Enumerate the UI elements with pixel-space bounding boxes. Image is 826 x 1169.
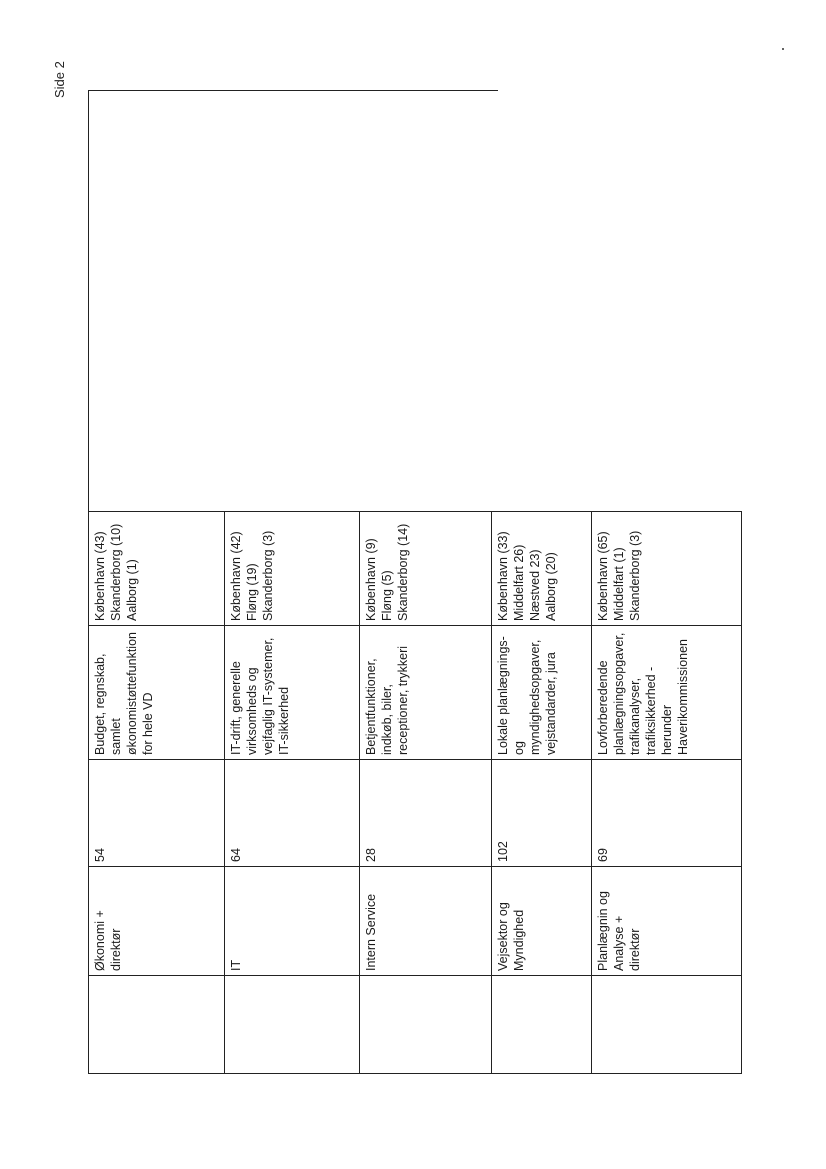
staff-distribution-table: [88, 511, 742, 1074]
cell-unit: Planlægnin og Analyse + direktør: [592, 867, 742, 976]
empty-cell: [360, 976, 492, 1074]
cell-tasks: Lovforberedende planlægningsopgaver, trafikanalyser, trafiksikkerhed - herunder Haverikommissionen: [592, 626, 742, 760]
cell-tasks: Budget, regnskab, samlet økonomistøttefunktion for hele VD: [89, 626, 225, 760]
cell-tasks: IT-drift, generelle virksomheds og vejfaglig IT-systemer, IT-sikkerhed: [225, 626, 360, 760]
cell-tasks: Betjentfunktioner, indkøb, biler, receptioner, trykkeri: [360, 626, 492, 760]
cell-tasks: Lokale planlægnings- og myndighedsopgaver, vejstandarder, jura: [492, 626, 592, 760]
table-row: [225, 512, 360, 1074]
cell-locations: København (43) Skanderborg (10) Aalborg (1): [89, 512, 225, 626]
page-number: Side 2: [52, 61, 67, 98]
empty-cell: [492, 976, 592, 1074]
cell-count: 28: [360, 760, 492, 867]
empty-cell: [89, 976, 225, 1074]
table-row: [360, 512, 492, 1074]
cell-unit: Intern Service: [360, 867, 492, 976]
cell-unit: Vejsektor og Myndighed: [492, 867, 592, 976]
scan-speck: [782, 48, 784, 50]
cell-locations: København (9) Fløng (5) Skanderborg (14): [360, 512, 492, 626]
cell-locations: København (33) Middelfart 26) Næstved 23) Aalborg (20): [492, 512, 592, 626]
empty-cell: [225, 976, 360, 1074]
cell-unit: IT: [225, 867, 360, 976]
empty-cell: [592, 976, 742, 1074]
cell-locations: København (42) Fløng (19) Skanderborg (3): [225, 512, 360, 626]
cell-count: 102: [492, 760, 592, 867]
cell-count: 69: [592, 760, 742, 867]
cell-count: 54: [89, 760, 225, 867]
table-row: [492, 512, 592, 1074]
table-row: [89, 512, 225, 1074]
cell-locations: København (65) Middelfart (1) Skanderborg (3): [592, 512, 742, 626]
cell-unit: Økonomi + direktør: [89, 867, 225, 976]
cell-count: 64: [225, 760, 360, 867]
table-row: [592, 512, 742, 1074]
frame-line-right: [88, 90, 498, 91]
